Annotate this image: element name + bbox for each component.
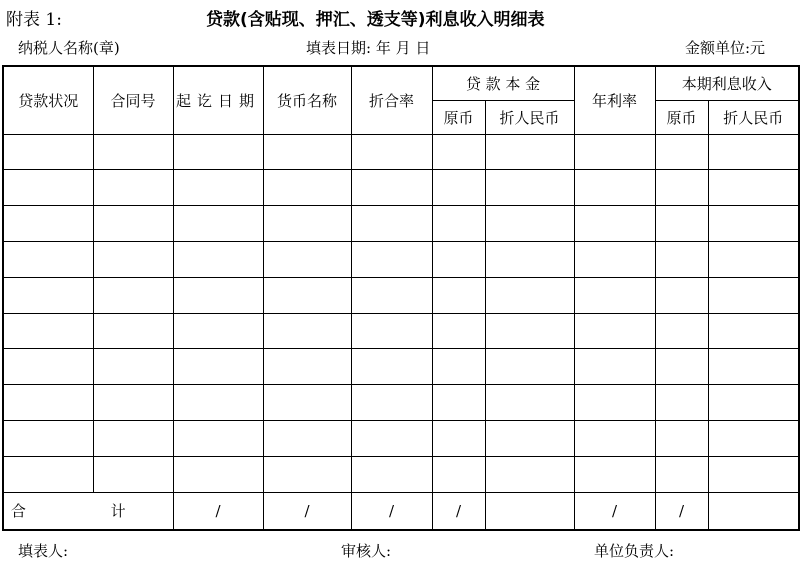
table-cell[interactable] bbox=[432, 313, 485, 349]
table-cell[interactable] bbox=[432, 277, 485, 313]
table-cell[interactable] bbox=[655, 313, 708, 349]
table-cell[interactable] bbox=[655, 385, 708, 421]
table-cell[interactable] bbox=[655, 421, 708, 457]
table-cell[interactable] bbox=[351, 277, 432, 313]
table-cell[interactable] bbox=[432, 349, 485, 385]
col-header-period: 起讫日期 bbox=[173, 66, 263, 134]
table-cell[interactable] bbox=[574, 170, 655, 206]
col-header-annual-rate: 年利率 bbox=[574, 66, 655, 134]
table-cell[interactable] bbox=[93, 421, 173, 457]
table-cell[interactable] bbox=[173, 421, 263, 457]
table-cell[interactable] bbox=[574, 206, 655, 242]
table-cell[interactable] bbox=[351, 206, 432, 242]
table-cell[interactable] bbox=[263, 134, 351, 170]
table-cell[interactable] bbox=[263, 241, 351, 277]
table-cell[interactable] bbox=[351, 456, 432, 492]
table-cell[interactable] bbox=[3, 241, 93, 277]
table-cell[interactable] bbox=[432, 385, 485, 421]
table-cell[interactable] bbox=[655, 241, 708, 277]
table-cell[interactable] bbox=[263, 385, 351, 421]
table-cell[interactable] bbox=[93, 134, 173, 170]
table-cell[interactable] bbox=[3, 134, 93, 170]
total-row bbox=[3, 492, 799, 530]
table-cell[interactable] bbox=[263, 421, 351, 457]
total-cell[interactable] bbox=[485, 492, 574, 530]
table-row bbox=[3, 421, 799, 457]
table-cell[interactable] bbox=[263, 277, 351, 313]
table-cell[interactable] bbox=[432, 456, 485, 492]
table-cell[interactable] bbox=[173, 170, 263, 206]
table-cell[interactable] bbox=[263, 456, 351, 492]
table-cell[interactable] bbox=[574, 349, 655, 385]
table-cell[interactable] bbox=[574, 313, 655, 349]
reviewer-label: 审核人: bbox=[341, 542, 392, 560]
table-cell[interactable] bbox=[708, 349, 799, 385]
table-cell[interactable] bbox=[708, 170, 799, 206]
table-cell[interactable] bbox=[485, 456, 574, 492]
table-cell[interactable] bbox=[173, 313, 263, 349]
table-cell[interactable] bbox=[93, 206, 173, 242]
table-cell[interactable] bbox=[173, 456, 263, 492]
table-cell[interactable] bbox=[485, 421, 574, 457]
table-cell[interactable] bbox=[173, 134, 263, 170]
table-cell[interactable] bbox=[432, 170, 485, 206]
table-row bbox=[3, 456, 799, 492]
table-cell[interactable] bbox=[574, 241, 655, 277]
table-cell[interactable] bbox=[708, 456, 799, 492]
table-cell[interactable] bbox=[351, 349, 432, 385]
table-row bbox=[3, 313, 799, 349]
table-cell[interactable] bbox=[485, 206, 574, 242]
table-cell[interactable] bbox=[3, 170, 93, 206]
col-header-principal-group: 贷 款 本 金 bbox=[432, 66, 574, 100]
fill-date-label: 填表日期: 年 月 日 bbox=[306, 39, 431, 57]
table-cell[interactable] bbox=[485, 349, 574, 385]
total-cell[interactable]: / bbox=[432, 492, 485, 530]
table-cell[interactable] bbox=[93, 277, 173, 313]
table-cell[interactable] bbox=[173, 206, 263, 242]
page-title: 贷款(含贴现、押汇、透支等)利息收入明细表 bbox=[206, 10, 545, 30]
table-cell[interactable] bbox=[93, 385, 173, 421]
table-cell[interactable] bbox=[574, 277, 655, 313]
table-cell[interactable] bbox=[708, 241, 799, 277]
total-cell[interactable]: / bbox=[351, 492, 432, 530]
table-cell[interactable] bbox=[432, 134, 485, 170]
table-cell[interactable] bbox=[173, 241, 263, 277]
table-cell[interactable] bbox=[708, 277, 799, 313]
filler-label: 填表人: bbox=[18, 542, 69, 560]
table-cell[interactable] bbox=[351, 170, 432, 206]
total-cell[interactable]: / bbox=[173, 492, 263, 530]
col-header-interest-group: 本期利息收入 bbox=[655, 66, 799, 100]
table-cell[interactable] bbox=[3, 206, 93, 242]
table-cell[interactable] bbox=[173, 385, 263, 421]
col-header-principal-rmb: 折人民币 bbox=[485, 100, 574, 134]
total-cell[interactable]: / bbox=[263, 492, 351, 530]
table-row bbox=[3, 170, 799, 206]
col-header-currency-name: 货币名称 bbox=[263, 66, 351, 134]
table-cell[interactable] bbox=[485, 385, 574, 421]
col-header-principal-original: 原币 bbox=[432, 100, 485, 134]
col-header-exchange-rate: 折合率 bbox=[351, 66, 432, 134]
col-header-interest-original: 原币 bbox=[655, 100, 708, 134]
table-cell[interactable] bbox=[173, 277, 263, 313]
table-cell[interactable] bbox=[708, 206, 799, 242]
table-cell[interactable] bbox=[655, 456, 708, 492]
table-cell[interactable] bbox=[173, 349, 263, 385]
table-cell[interactable] bbox=[485, 241, 574, 277]
table-cell[interactable] bbox=[93, 170, 173, 206]
table-cell[interactable] bbox=[708, 421, 799, 457]
table-cell[interactable] bbox=[485, 170, 574, 206]
table-cell[interactable] bbox=[263, 206, 351, 242]
col-header-loan-status: 贷款状况 bbox=[3, 66, 93, 134]
total-label: 合 计 bbox=[3, 492, 173, 530]
table-cell[interactable] bbox=[708, 385, 799, 421]
table-cell[interactable] bbox=[263, 349, 351, 385]
table-cell[interactable] bbox=[485, 313, 574, 349]
table-cell[interactable] bbox=[432, 421, 485, 457]
table-cell[interactable] bbox=[3, 313, 93, 349]
table-cell[interactable] bbox=[485, 134, 574, 170]
col-header-contract-no: 合同号 bbox=[93, 66, 173, 134]
table-row bbox=[3, 349, 799, 385]
table-cell[interactable] bbox=[93, 313, 173, 349]
table-cell[interactable] bbox=[351, 421, 432, 457]
interest-income-table bbox=[2, 65, 800, 531]
table-cell[interactable] bbox=[432, 241, 485, 277]
table-cell[interactable] bbox=[574, 456, 655, 492]
total-cell[interactable] bbox=[708, 492, 799, 530]
table-cell[interactable] bbox=[93, 349, 173, 385]
table-cell[interactable] bbox=[574, 385, 655, 421]
table-cell[interactable] bbox=[351, 385, 432, 421]
taxpayer-name-label: 纳税人名称(章) bbox=[18, 39, 120, 57]
table-row bbox=[3, 206, 799, 242]
table-cell[interactable] bbox=[432, 206, 485, 242]
appendix-label: 附表 1: bbox=[6, 10, 62, 30]
table-cell[interactable] bbox=[3, 277, 93, 313]
table-cell[interactable] bbox=[93, 241, 173, 277]
total-cell[interactable]: / bbox=[655, 492, 708, 530]
table-cell[interactable] bbox=[655, 277, 708, 313]
total-cell[interactable]: / bbox=[574, 492, 655, 530]
table-cell[interactable] bbox=[655, 206, 708, 242]
table-row bbox=[3, 134, 799, 170]
col-header-interest-rmb: 折人民币 bbox=[708, 100, 799, 134]
table-cell[interactable] bbox=[3, 421, 93, 457]
table-cell[interactable] bbox=[655, 134, 708, 170]
table-cell[interactable] bbox=[708, 313, 799, 349]
table-cell[interactable] bbox=[574, 421, 655, 457]
table-cell[interactable] bbox=[263, 313, 351, 349]
table-row bbox=[3, 277, 799, 313]
table-cell[interactable] bbox=[655, 170, 708, 206]
table-row bbox=[3, 385, 799, 421]
table-cell[interactable] bbox=[351, 134, 432, 170]
table-cell[interactable] bbox=[3, 385, 93, 421]
table-cell[interactable] bbox=[708, 134, 799, 170]
table-cell[interactable] bbox=[3, 349, 93, 385]
table-row bbox=[3, 241, 799, 277]
table-cell[interactable] bbox=[263, 170, 351, 206]
table-cell[interactable] bbox=[351, 313, 432, 349]
table-body bbox=[3, 134, 799, 530]
table-cell[interactable] bbox=[574, 134, 655, 170]
table-cell[interactable] bbox=[351, 241, 432, 277]
currency-unit-label: 金额单位:元 bbox=[685, 39, 766, 57]
responsible-person-label: 单位负责人: bbox=[594, 542, 675, 560]
table-cell[interactable] bbox=[3, 456, 93, 492]
table-cell[interactable] bbox=[485, 277, 574, 313]
table-cell[interactable] bbox=[93, 456, 173, 492]
table-cell[interactable] bbox=[655, 349, 708, 385]
